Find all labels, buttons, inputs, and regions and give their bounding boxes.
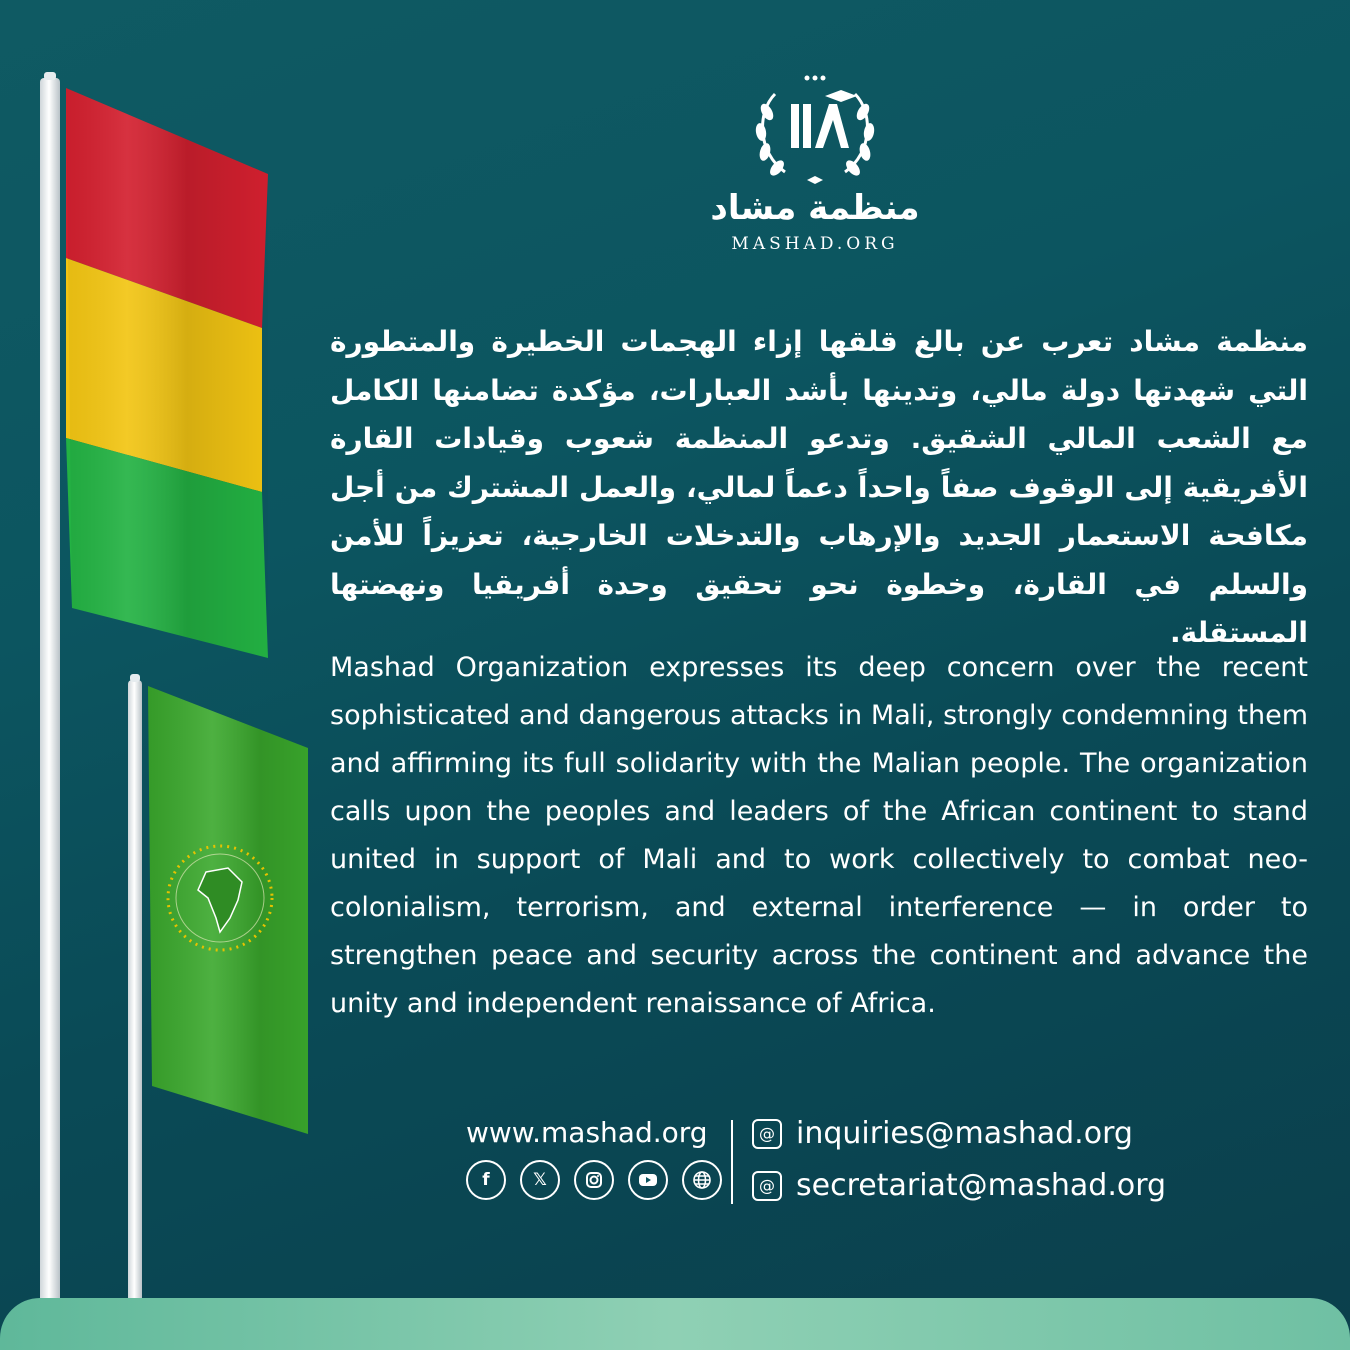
- x-icon[interactable]: 𝕏: [520, 1160, 560, 1200]
- bottom-decorative-band: [0, 1298, 1350, 1350]
- email-secretariat-text[interactable]: secretariat@mashad.org: [796, 1168, 1167, 1203]
- facebook-icon[interactable]: f: [466, 1160, 506, 1200]
- logo-arabic-name: منظمة مشاد: [710, 188, 920, 228]
- statement-english: Mashad Organization expresses its deep concern over the recent sophisticated and dangerous attacks in Mali, strongly condemning them and affirming its full solidarity with the Malian people. The organization calls upon the peoples and leaders of the African continent to stand united in support of Mali and to work collectively to combat neo-colonialism, terrorism, and external interference — in order to strengthen peace and security across the continent and advance the unity and independent renaissance of Africa.: [330, 652, 1308, 1019]
- african-union-flag: [146, 686, 308, 1134]
- flag-pole-right: [128, 680, 142, 1350]
- youtube-icon[interactable]: [628, 1160, 668, 1200]
- mali-flag: [62, 88, 268, 658]
- website-link[interactable]: www.mashad.org: [466, 1116, 708, 1149]
- email-secretariat[interactable]: [752, 1168, 1166, 1203]
- social-links: [466, 1160, 722, 1200]
- email-inquiries[interactable]: [752, 1116, 1133, 1151]
- pole-finial: [130, 674, 140, 682]
- pole-finial: [44, 72, 56, 80]
- instagram-icon[interactable]: [574, 1160, 614, 1200]
- footer-divider: [731, 1120, 733, 1204]
- logo-domain: MASHAD.ORG: [731, 234, 899, 254]
- flag-pole-left: [40, 78, 60, 1350]
- mashad-logo-icon: [745, 72, 885, 192]
- email-icon: @: [752, 1119, 782, 1149]
- statement-arabic: منظمة مشاد تعرب عن بالغ قلقها إزاء الهجمات الخطيرة والمتطورة التي شهدتها دولة مالي، وتدينها بأشد العبارات، مؤكدة تضامنها الكامل مع الشعب المالي الشقيق. وتدعو المنظمة شعوب وقيادات القارة الأفريقية إلى الوقوف صفاً واحداً دعماً لمالي، والعمل المشترك من أجل مكافحة الاستعمار الجديد والإرهاب والتدخلات الخارجية، تعزيزاً للأمن والسلم في القارة، وخطوة نحو تحقيق وحدة أفريقيا ونهضتها المستقلة.: [330, 325, 1308, 649]
- globe-icon[interactable]: [682, 1160, 722, 1200]
- email-icon: @: [752, 1171, 782, 1201]
- email-inquiries-text[interactable]: inquiries@mashad.org: [796, 1116, 1133, 1151]
